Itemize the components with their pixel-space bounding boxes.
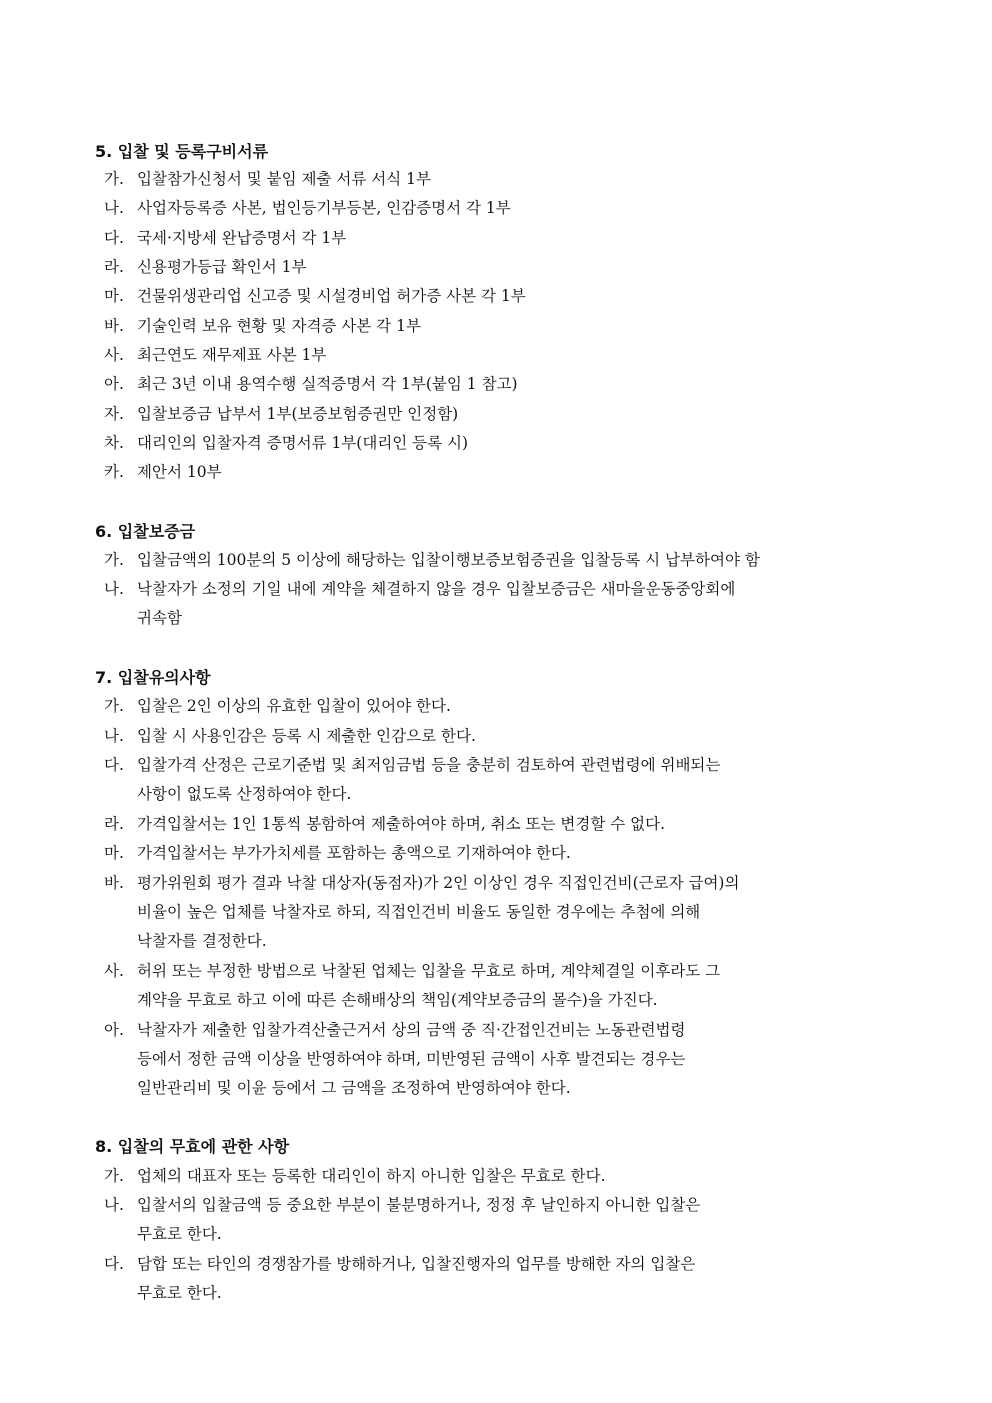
item-marker: 나. bbox=[104, 580, 124, 598]
section-title: 5. 입찰 및 등록구비서류 bbox=[95, 142, 269, 161]
item-text: 가격입찰서는 1인 1통씩 봉함하여 제출하여야 하며, 취소 또는 변경할 수 없다. bbox=[137, 815, 666, 833]
item-text: 최근 3년 이내 용역수행 실적증명서 각 1부(붙임 1 참고) bbox=[137, 375, 518, 393]
item-text: 계약을 무효로 하고 이에 따른 손해배상의 책임(계약보증금의 몰수)을 가진다. bbox=[137, 991, 658, 1009]
item-marker: 사. bbox=[104, 346, 124, 364]
item-marker: 나. bbox=[104, 1196, 124, 1214]
item-marker: 바. bbox=[104, 317, 124, 335]
item-text: 기술인력 보유 현황 및 자격증 사본 각 1부 bbox=[137, 317, 421, 335]
item-text: 입찰가격 산정은 근로기준법 및 최저임금법 등을 충분히 검토하여 관련법령에 위배되는 bbox=[137, 756, 721, 774]
item-marker: 마. bbox=[104, 287, 124, 305]
item-text: 제안서 10부 bbox=[137, 463, 222, 481]
item-marker: 아. bbox=[104, 375, 124, 393]
item-marker: 차. bbox=[104, 434, 124, 452]
section-title: 8. 입찰의 무효에 관한 사항 bbox=[95, 1137, 290, 1156]
item-marker: 가. bbox=[104, 1167, 124, 1185]
item-marker: 바. bbox=[104, 874, 124, 892]
item-text: 최근연도 재무제표 사본 1부 bbox=[137, 346, 327, 364]
item-marker: 가. bbox=[104, 170, 124, 188]
section-title: 6. 입찰보증금 bbox=[95, 522, 196, 541]
item-text: 일반관리비 및 이윤 등에서 그 금액을 조정하여 반영하여야 한다. bbox=[137, 1079, 571, 1097]
item-marker: 자. bbox=[104, 405, 124, 423]
item-marker: 아. bbox=[104, 1021, 124, 1039]
item-text: 비율이 높은 업체를 낙찰자로 하되, 직접인건비 비율도 동일한 경우에는 추첨에 의해 bbox=[137, 903, 701, 921]
item-marker: 사. bbox=[104, 962, 124, 980]
item-text: 낙찰자가 소정의 기일 내에 계약을 체결하지 않을 경우 입찰보증금은 새마을운동중앙회에 bbox=[137, 580, 736, 598]
item-text: 허위 또는 부정한 방법으로 낙찰된 업체는 입찰을 무효로 하며, 계약체결일 이후라도 그 bbox=[137, 962, 721, 980]
item-text: 무효로 한다. bbox=[137, 1225, 222, 1243]
item-text: 무효로 한다. bbox=[137, 1284, 222, 1302]
item-text: 낙찰자가 제출한 입찰가격산출근거서 상의 금액 중 직·간접인건비는 노동관련법령 bbox=[137, 1021, 686, 1039]
item-text: 대리인의 입찰자격 증명서류 1부(대리인 등록 시) bbox=[137, 434, 469, 452]
item-marker: 나. bbox=[104, 727, 124, 745]
item-text: 평가위원회 평가 결과 낙찰 대상자(동점자)가 2인 이상인 경우 직접인건비(근로자 급여)의 bbox=[137, 874, 740, 892]
item-text: 담합 또는 타인의 경쟁참가를 방해하거나, 입찰진행자의 업무를 방해한 자의 입찰은 bbox=[137, 1255, 696, 1273]
item-text: 사업자등록증 사본, 법인등기부등본, 인감증명서 각 1부 bbox=[137, 199, 511, 217]
item-text: 귀속함 bbox=[137, 609, 182, 627]
item-text: 건물위생관리업 신고증 및 시설경비업 허가증 사본 각 1부 bbox=[137, 287, 526, 305]
item-text: 가격입찰서는 부가가치세를 포함하는 총액으로 기재하여야 한다. bbox=[137, 844, 571, 862]
item-text: 입찰보증금 납부서 1부(보증보험증권만 인정함) bbox=[137, 405, 459, 423]
item-text: 입찰참가신청서 및 붙임 제출 서류 서식 1부 bbox=[137, 170, 431, 188]
item-text: 낙찰자를 결정한다. bbox=[137, 932, 267, 950]
item-marker: 라. bbox=[104, 258, 124, 276]
item-marker: 카. bbox=[104, 463, 124, 481]
item-text: 업체의 대표자 또는 등록한 대리인이 하지 아니한 입찰은 무효로 한다. bbox=[137, 1167, 606, 1185]
item-marker: 다. bbox=[104, 229, 124, 247]
item-text: 등에서 정한 금액 이상을 반영하여야 하며, 미반영된 금액이 사후 발견되는 경우는 bbox=[137, 1050, 686, 1068]
item-marker: 가. bbox=[104, 551, 124, 569]
item-text: 입찰은 2인 이상의 유효한 입찰이 있어야 한다. bbox=[137, 697, 451, 715]
item-marker: 다. bbox=[104, 1255, 124, 1273]
item-text: 신용평가등급 확인서 1부 bbox=[137, 258, 307, 276]
item-text: 입찰서의 입찰금액 등 중요한 부분이 불분명하거나, 정정 후 날인하지 아니한 입찰은 bbox=[137, 1196, 701, 1214]
item-text: 사항이 없도록 산정하여야 한다. bbox=[137, 785, 352, 803]
item-marker: 다. bbox=[104, 756, 124, 774]
item-text: 국세·지방세 완납증명서 각 1부 bbox=[137, 229, 347, 247]
section-title: 7. 입찰유의사항 bbox=[95, 668, 211, 687]
item-marker: 나. bbox=[104, 199, 124, 217]
item-marker: 마. bbox=[104, 844, 124, 862]
item-text: 입찰금액의 100분의 5 이상에 해당하는 입찰이행보증보험증권을 입찰등록 시 납부하여야 함 bbox=[137, 551, 760, 569]
item-marker: 라. bbox=[104, 815, 124, 833]
item-text: 입찰 시 사용인감은 등록 시 제출한 인감으로 한다. bbox=[137, 727, 476, 745]
item-marker: 가. bbox=[104, 697, 124, 715]
